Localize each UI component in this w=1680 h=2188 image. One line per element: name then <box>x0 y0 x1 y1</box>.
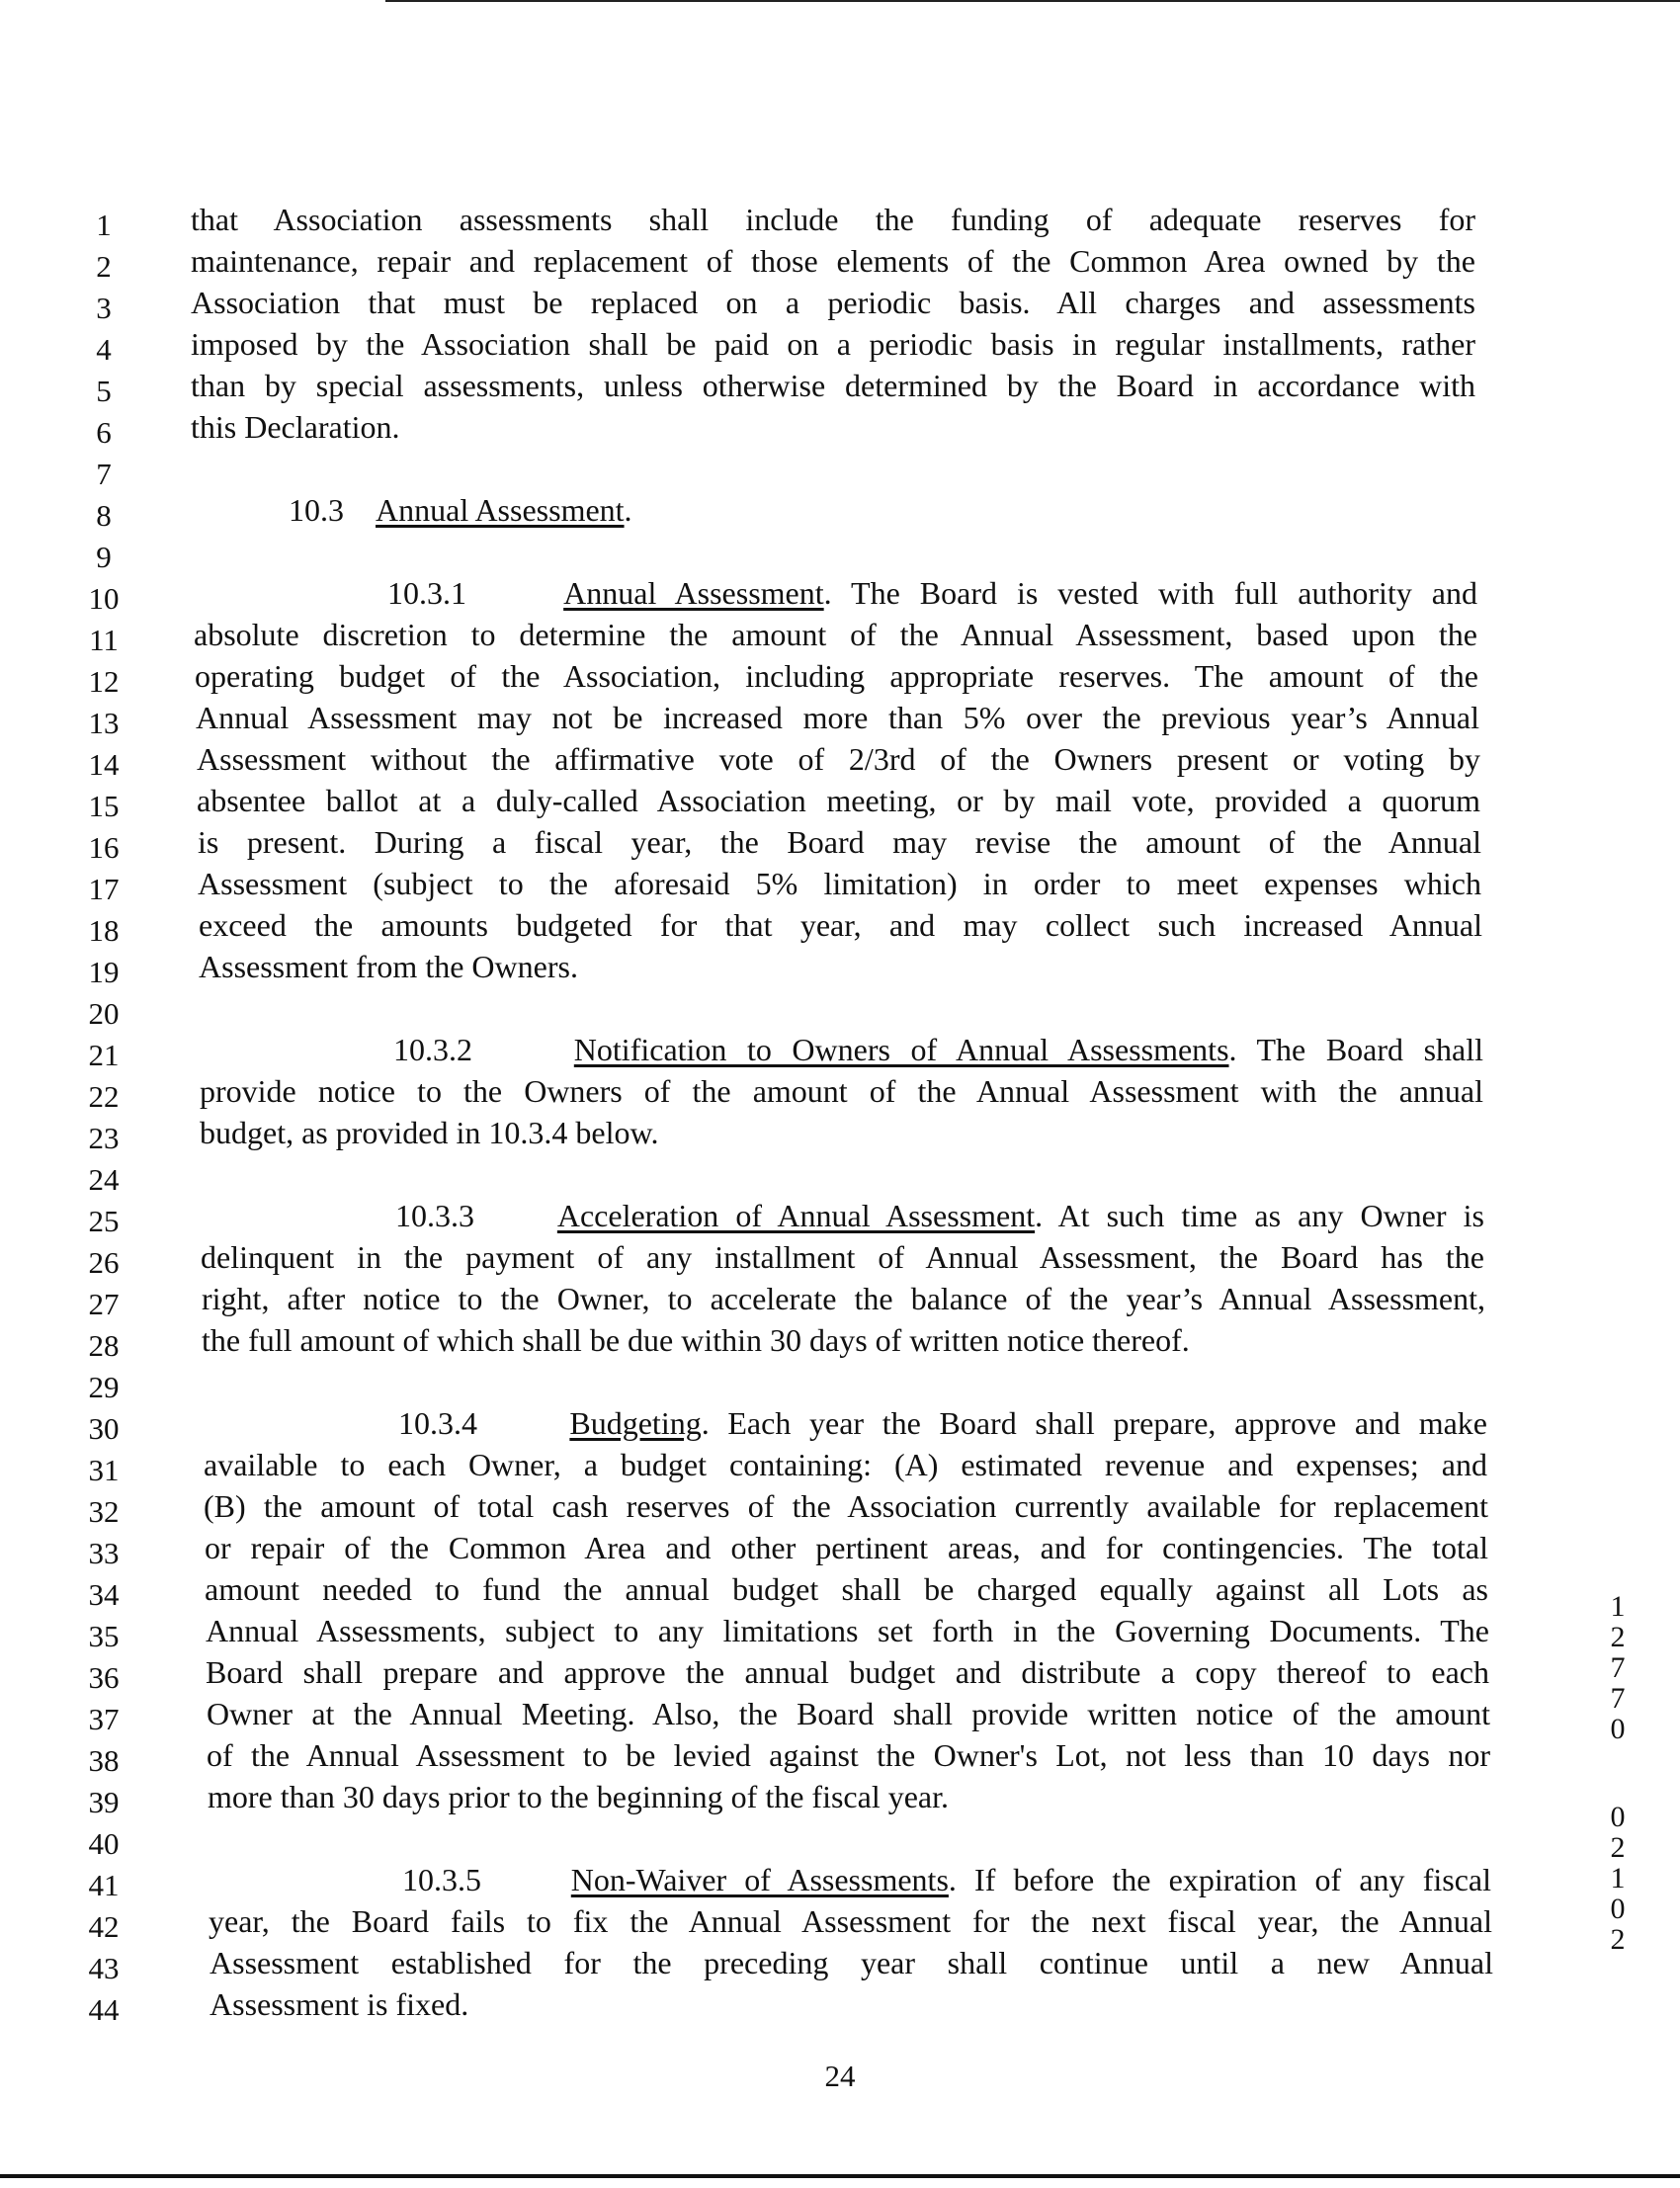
top-rule <box>385 0 1680 2</box>
text-line: Owner at the Annual Meeting. Also, the Board shall provide written notice of the amount <box>207 1696 1490 1731</box>
line-number: 39 <box>88 1785 120 1819</box>
subsection-number: 10.3.2 <box>393 1032 472 1067</box>
text-line: Annual Assessments, subject to any limitations set forth in the Governing Documents. The <box>206 1613 1489 1648</box>
subsection-title: Annual Assessment <box>563 575 824 611</box>
text-line: or repair of the Common Area and other pertinent areas, and for contingencies. The total <box>205 1530 1488 1565</box>
stamp-digit: 0 <box>1610 1713 1626 1745</box>
text-line: absolute discretion to determine the amount of the Annual Assessment, based upon the <box>194 617 1477 652</box>
text-line: of the Annual Assessment to be levied against the Owner's Lot, not less than 10 days nor <box>207 1737 1490 1773</box>
stamp-digit: 0 <box>1610 1893 1626 1925</box>
subsection-first-line-rest: . At such time as any Owner is <box>1035 1198 1485 1233</box>
line-number: 18 <box>88 913 120 948</box>
line-number: 4 <box>96 332 112 367</box>
subsection-number: 10.3.4 <box>398 1405 477 1441</box>
text-line: delinquent in the payment of any installment of Annual Assessment, the Board has the <box>201 1239 1484 1275</box>
section-title-suffix: . <box>624 492 632 528</box>
stamp-digit: 1 <box>1610 1590 1626 1623</box>
line-number: 38 <box>88 1743 120 1778</box>
subsection-first-line <box>393 1034 1483 1065</box>
line-number: 17 <box>88 872 120 906</box>
text-line: is present. During a fiscal year, the Board may revise the amount of the Annual <box>198 824 1481 860</box>
subsection-first-line-rest: . If before the expiration of any fiscal <box>948 1862 1492 1897</box>
subsection-first-line <box>387 577 1477 609</box>
line-number: 7 <box>96 457 112 491</box>
section-title: Annual Assessment <box>376 492 625 528</box>
line-number: 10 <box>88 581 120 616</box>
margin-stamp <box>1603 1591 1633 1955</box>
line-number: 14 <box>88 747 120 782</box>
line-number: 25 <box>88 1204 120 1238</box>
text-line: right, after notice to the Owner, to accelerate the balance of the year’s Annual Assessment, <box>202 1281 1485 1316</box>
line-number: 24 <box>88 1162 120 1197</box>
line-number: 41 <box>88 1868 120 1902</box>
line-number: 42 <box>88 1909 120 1944</box>
text-line: maintenance, repair and replacement of those elements of the Common Area owned by the <box>191 243 1475 279</box>
stamp-digit: 7 <box>1610 1682 1626 1715</box>
line-number: 15 <box>88 789 120 823</box>
text-line: Board shall prepare and approve the annual budget and distribute a copy thereof to each <box>206 1654 1489 1690</box>
section-heading-10-3 <box>289 494 632 526</box>
subsection-first-line <box>398 1407 1487 1439</box>
line-number: 6 <box>96 415 112 450</box>
line-number: 8 <box>96 498 112 533</box>
line-number: 23 <box>88 1121 120 1155</box>
subsection-number: 10.3.5 <box>402 1862 481 1897</box>
text-line: Association that must be replaced on a periodic basis. All charges and assessments <box>191 285 1475 320</box>
line-number: 5 <box>96 374 112 408</box>
subsection-number: 10.3.3 <box>395 1198 474 1233</box>
line-number: 31 <box>88 1453 120 1487</box>
line-number: 35 <box>88 1619 120 1653</box>
subsection-first-line <box>402 1864 1491 1895</box>
line-number: 2 <box>96 249 112 284</box>
text-line: Assessment established for the preceding year shall continue until a new Annual <box>210 1945 1493 1980</box>
text-line: year, the Board fails to fix the Annual Assessment for the next fiscal year, the Annual <box>209 1903 1492 1939</box>
text-line: than by special assessments, unless otherwise determined by the Board in accordance with <box>191 368 1475 403</box>
text-line: Assessment (subject to the aforesaid 5% limitation) in order to meet expenses which <box>198 866 1481 901</box>
bottom-rule <box>0 2174 1680 2178</box>
subsection-first-line-rest: . The Board shall <box>1228 1032 1484 1067</box>
subsection-number: 10.3.1 <box>387 575 466 611</box>
subsection-title: Notification to Owners of Annual Assessments <box>573 1032 1229 1067</box>
line-number: 30 <box>88 1411 120 1446</box>
stamp-digit: 0 <box>1610 1801 1626 1833</box>
line-number: 29 <box>88 1370 120 1404</box>
text-line: operating budget of the Association, including appropriate reserves. The amount of the <box>195 658 1478 694</box>
line-number: 19 <box>88 955 120 989</box>
line-number: 26 <box>88 1245 120 1280</box>
line-number: 27 <box>88 1287 120 1321</box>
text-line: imposed by the Association shall be paid on a periodic basis in regular installments, rather <box>191 326 1475 362</box>
text-line: Annual Assessment may not be increased more than 5% over the previous year’s Annual <box>196 700 1479 735</box>
line-number: 37 <box>88 1702 120 1736</box>
line-number: 40 <box>88 1826 120 1861</box>
subsection-first-line-rest: . Each year the Board shall prepare, approve and make <box>701 1405 1488 1441</box>
stamp-digit: 2 <box>1610 1923 1626 1956</box>
text-line: this Declaration. <box>191 409 400 445</box>
stamp-digit: 2 <box>1610 1621 1626 1653</box>
subsection-title: Budgeting <box>569 1405 702 1441</box>
line-number: 20 <box>88 996 120 1031</box>
stamp-digit: 7 <box>1610 1651 1626 1684</box>
text-line: Assessment without the affirmative vote of 2/3rd of the Owners present or voting by <box>197 741 1480 777</box>
line-number: 22 <box>88 1079 120 1114</box>
text-line: budget, as provided in 10.3.4 below. <box>200 1115 659 1150</box>
page-number: 24 <box>824 2059 856 2093</box>
text-line: (B) the amount of total cash reserves of the Association currently available for replacement <box>204 1488 1488 1524</box>
subsection-first-line <box>395 1200 1484 1231</box>
text-line: available to each Owner, a budget containing: (A) estimated revenue and expenses; and <box>204 1447 1487 1482</box>
line-number: 1 <box>96 208 112 242</box>
line-number: 34 <box>88 1577 120 1612</box>
subsection-first-line-rest: . The Board is vested with full authority and <box>823 575 1478 611</box>
text-line: exceed the amounts budgeted for that year, and may collect such increased Annual <box>199 907 1482 943</box>
line-number: 13 <box>88 706 120 740</box>
line-number: 16 <box>88 830 120 865</box>
line-number: 36 <box>88 1660 120 1695</box>
line-number: 43 <box>88 1951 120 1985</box>
line-number: 33 <box>88 1536 120 1570</box>
text-line: absentee ballot at a duly-called Association meeting, or by mail vote, provided a quorum <box>197 783 1480 818</box>
text-line: amount needed to fund the annual budget shall be charged equally against all Lots as <box>205 1571 1488 1607</box>
line-number: 12 <box>88 664 120 699</box>
line-number: 21 <box>88 1038 120 1072</box>
line-number: 9 <box>96 540 112 574</box>
text-line: that Association assessments shall include the funding of adequate reserves for <box>191 202 1475 237</box>
stamp-digit: 2 <box>1610 1831 1626 1864</box>
text-line: more than 30 days prior to the beginning of the fiscal year. <box>208 1779 950 1814</box>
stamp-digit: 1 <box>1610 1862 1626 1894</box>
line-number: 11 <box>89 623 119 657</box>
line-number: 44 <box>88 1992 120 2027</box>
line-number: 3 <box>96 291 112 325</box>
text-line: provide notice to the Owners of the amount of the Annual Assessment with the annual <box>200 1073 1483 1109</box>
section-number: 10.3 <box>289 492 344 528</box>
text-line: the full amount of which shall be due within 30 days of written notice thereof. <box>202 1322 1190 1358</box>
subsection-title: Non-Waiver of Assessments <box>570 1862 949 1897</box>
text-line: Assessment from the Owners. <box>199 949 578 984</box>
line-number: 28 <box>88 1328 120 1363</box>
subsection-title: Acceleration of Annual Assessment <box>556 1198 1036 1233</box>
line-number: 32 <box>88 1494 120 1529</box>
text-line: Assessment is fixed. <box>210 1986 469 2022</box>
